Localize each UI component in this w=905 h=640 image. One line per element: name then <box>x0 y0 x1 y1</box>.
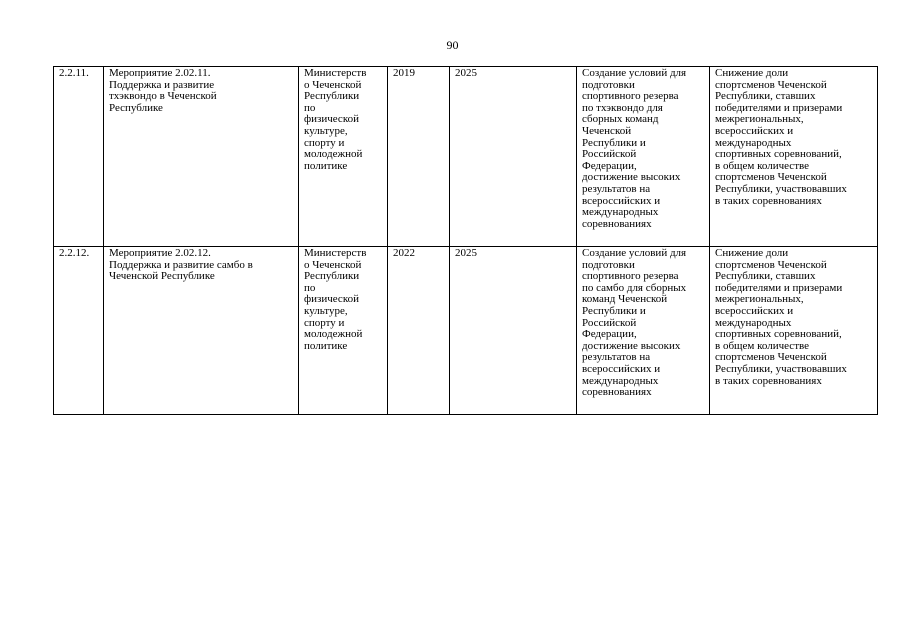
cell-text-line: всероссийских и <box>582 362 661 375</box>
cell-text-line: спортсменов Чеченской <box>715 258 827 271</box>
cell-text-line: в общем количестве <box>715 159 810 172</box>
cell-text-line: спортсменов Чеченской <box>715 78 827 91</box>
cell-text-line: Российской <box>582 148 637 161</box>
executor-cell <box>299 67 388 247</box>
cell-text-line: молодежной <box>304 328 363 341</box>
cell-text-line: подготовки <box>582 78 635 91</box>
cell-text-line: по <box>304 281 316 294</box>
cell-text-line: Чеченской Республике <box>109 270 215 283</box>
cell-text-line: Чеченской <box>582 124 632 137</box>
cell-text-line: Республики, ставших <box>715 90 816 103</box>
cell-text-line: культуре, <box>304 124 348 137</box>
cell-text-line: межрегиональных, <box>715 113 804 126</box>
start-year-cell: 2019 <box>388 67 450 247</box>
cell-text-line: всероссийских и <box>715 304 794 317</box>
start-year-cell: 2022 <box>388 247 450 415</box>
cell-text-line: Поддержка и развитие <box>109 78 215 91</box>
event-name-cell <box>104 67 299 247</box>
cell-text-line: в общем количестве <box>715 339 810 352</box>
cell-text-line: Республики и <box>582 136 646 149</box>
cell-text-line: в таких соревнованиях <box>715 194 822 207</box>
cell-text-line: о Чеченской <box>304 78 362 91</box>
cell-text-line: политике <box>304 159 348 172</box>
cell-text-line: результатов на <box>582 182 651 195</box>
cell-text-line: культуре, <box>304 304 348 317</box>
cell-text-line: Республики <box>304 90 360 103</box>
cell-text-line: Поддержка и развитие самбо в <box>109 258 253 271</box>
cell-text-line: достижение высоких <box>582 339 681 352</box>
cell-text-line: международных <box>715 136 792 149</box>
indicator-cell <box>710 247 878 415</box>
page-number: 90 <box>446 38 459 52</box>
cell-text-line: Российской <box>582 316 637 329</box>
cell-text-line: по <box>304 101 316 114</box>
cell-text-line: международных <box>582 374 659 387</box>
executor-cell <box>299 247 388 415</box>
cell-text-line: всероссийских и <box>582 194 661 207</box>
cell-text-line: о Чеченской <box>304 258 362 271</box>
cell-text-line: Федерации, <box>582 328 637 341</box>
cell-text-line: спортивных соревнований, <box>715 328 842 341</box>
cell-text-line: победителями и призерами <box>715 101 843 114</box>
expected-result-cell <box>577 247 710 415</box>
cell-text-line: Министерств <box>304 247 367 259</box>
cell-text-line: Мероприятие 2.02.11. <box>109 67 211 79</box>
cell-text-line: соревнованиях <box>582 217 652 230</box>
cell-text-line: всероссийских и <box>715 124 794 137</box>
cell-text-line: подготовки <box>582 258 635 271</box>
cell-text-line: Создание условий для <box>582 67 687 79</box>
indicator-cell <box>710 67 878 247</box>
cell-text-line: Республики и <box>582 304 646 317</box>
cell-text-line: политике <box>304 339 348 352</box>
end-year-cell: 2025 <box>450 247 577 415</box>
cell-text-line: Республики, ставших <box>715 270 816 283</box>
cell-text-line: Республики, участвовавших <box>715 182 847 195</box>
cell-text-line: международных <box>715 316 792 329</box>
cell-text-line: спорту и <box>304 316 345 329</box>
end-year-cell: 2025 <box>450 67 577 247</box>
cell-text-line: физической <box>304 293 359 306</box>
cell-text-line: Республики <box>304 270 360 283</box>
cell-text-line: тхэквондо в Чеченской <box>109 90 217 103</box>
cell-text-line: по тхэквондо для <box>582 101 663 114</box>
program-table <box>53 66 878 415</box>
cell-text-line: спортивных соревнований, <box>715 148 842 161</box>
cell-text-line: Федерации, <box>582 159 637 172</box>
cell-text-line: спорту и <box>304 136 345 149</box>
cell-text-line: молодежной <box>304 148 363 161</box>
cell-text-line: сборных команд <box>582 113 659 126</box>
cell-text-line: спортивного резерва <box>582 270 679 283</box>
table-row <box>54 247 878 415</box>
cell-text-line: межрегиональных, <box>715 293 804 306</box>
cell-text-line: победителями и призерами <box>715 281 843 294</box>
row-number-cell: 2.2.11. <box>54 67 104 247</box>
cell-text-line: в таких соревнованиях <box>715 374 822 387</box>
event-name-cell <box>104 247 299 415</box>
cell-text-line: Снижение доли <box>715 67 789 79</box>
cell-text-line: физической <box>304 113 359 126</box>
row-number-cell: 2.2.12. <box>54 247 104 415</box>
cell-text-line: международных <box>582 206 659 219</box>
cell-text-line: по самбо для сборных <box>582 281 687 294</box>
cell-text-line: результатов на <box>582 351 651 364</box>
expected-result-cell <box>577 67 710 247</box>
cell-text-line: Снижение доли <box>715 247 789 259</box>
cell-text-line: спортивного резерва <box>582 90 679 103</box>
cell-text-line: достижение высоких <box>582 171 681 184</box>
cell-text-line: Республике <box>109 101 163 114</box>
cell-text-line: Министерств <box>304 67 367 79</box>
cell-text-line: команд Чеченской <box>582 293 668 306</box>
cell-text-line: соревнованиях <box>582 386 652 399</box>
cell-text-line: спортсменов Чеченской <box>715 171 827 184</box>
cell-text-line: Республики, участвовавших <box>715 362 847 375</box>
cell-text-line: Создание условий для <box>582 247 687 259</box>
cell-text-line: Мероприятие 2.02.12. <box>109 247 211 259</box>
cell-text-line: спортсменов Чеченской <box>715 351 827 364</box>
table-row <box>54 67 878 247</box>
